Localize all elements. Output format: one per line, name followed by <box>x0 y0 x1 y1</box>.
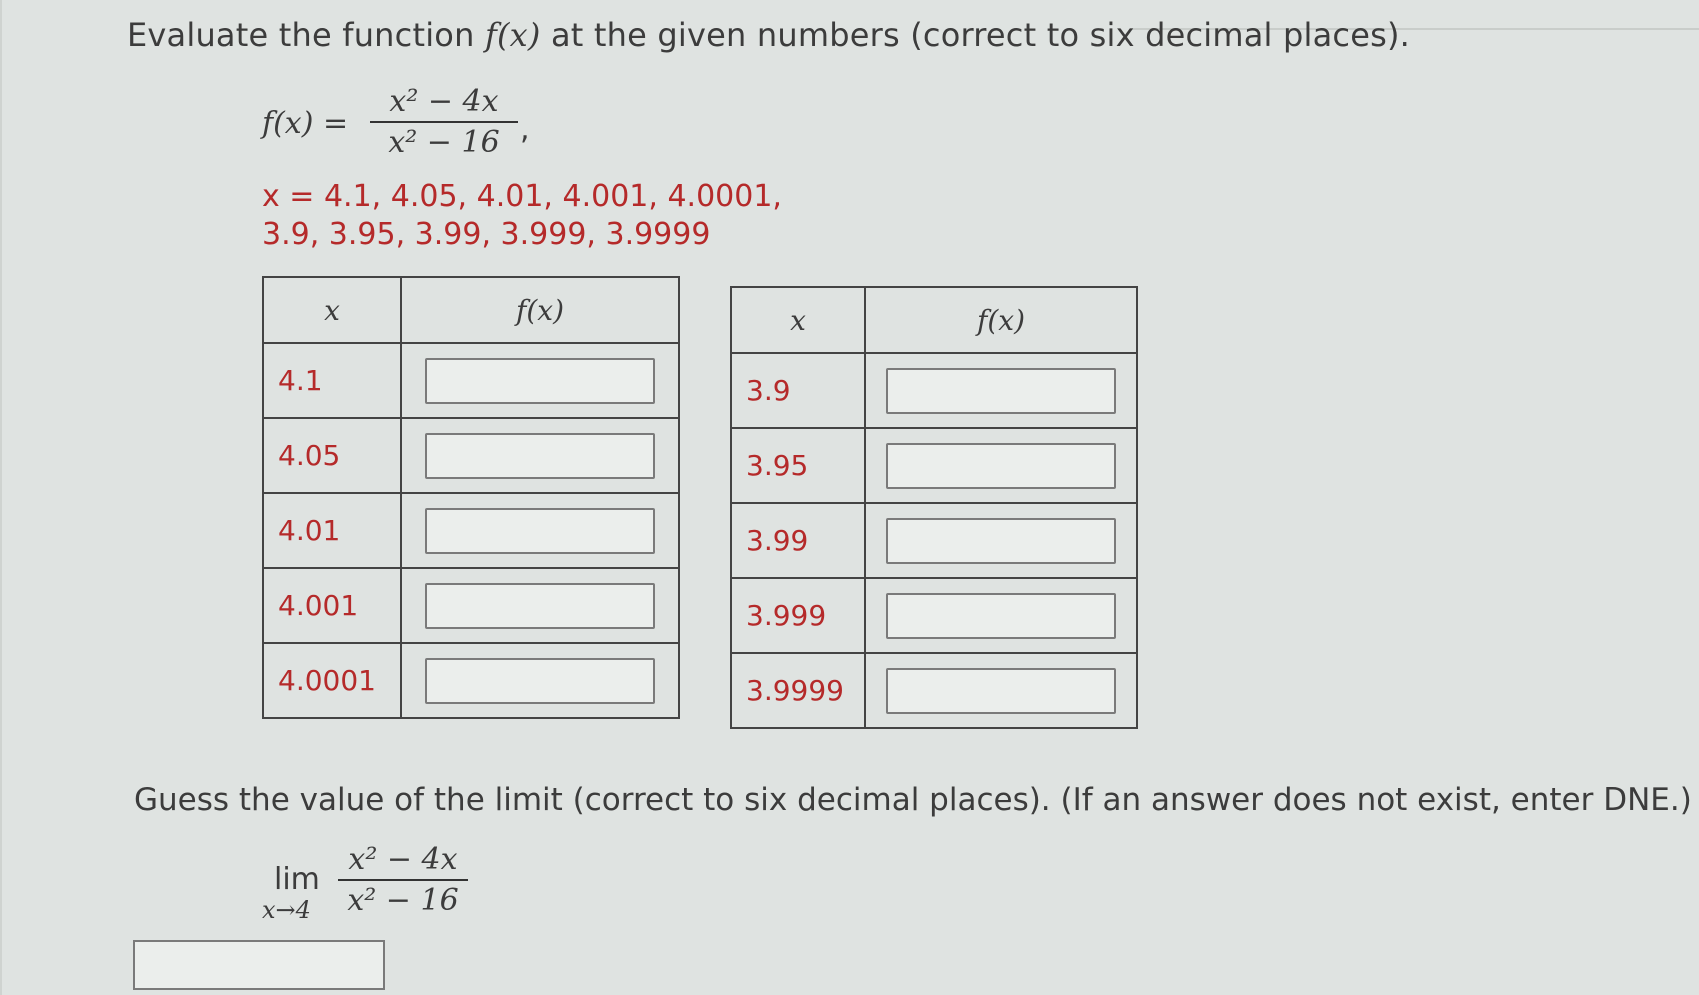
answer-cell <box>401 568 679 643</box>
x-value-cell: 3.9999 <box>731 653 865 728</box>
lim-operator: lim <box>274 862 320 897</box>
answer-input[interactable] <box>425 658 655 704</box>
function-denominator: x² − 16 <box>388 125 500 160</box>
function-comma: , <box>520 112 530 147</box>
answer-cell <box>865 653 1137 728</box>
table-row <box>263 493 679 568</box>
answer-input[interactable] <box>886 368 1116 414</box>
function-numerator: x² − 4x <box>370 84 518 123</box>
left-divider <box>0 0 2 995</box>
answer-cell <box>401 643 679 718</box>
answer-cell <box>865 428 1137 503</box>
answer-input[interactable] <box>425 508 655 554</box>
header-fx: f(x) <box>865 287 1137 353</box>
answer-cell <box>401 343 679 418</box>
values-table-above-4 <box>262 276 680 719</box>
table-row <box>731 503 1137 578</box>
question-prompt: Evaluate the function f(x) at the given numbers (correct to six decimal places). <box>127 16 1411 54</box>
header-x: x <box>263 277 401 343</box>
answer-cell <box>865 503 1137 578</box>
limit-fraction <box>338 842 468 918</box>
function-name: f(x) <box>484 16 541 54</box>
table-row <box>263 643 679 718</box>
answer-input[interactable] <box>425 433 655 479</box>
table-row <box>263 568 679 643</box>
answer-input[interactable] <box>886 593 1116 639</box>
answer-input[interactable] <box>886 668 1116 714</box>
lim-subscript: x→4 <box>262 896 311 924</box>
limit-numerator: x² − 4x <box>338 842 468 881</box>
x-value-cell: 3.95 <box>731 428 865 503</box>
table-row <box>731 428 1137 503</box>
table-row <box>731 353 1137 428</box>
answer-cell <box>865 353 1137 428</box>
limit-answer-input[interactable] <box>133 940 385 990</box>
x-value-cell: 3.999 <box>731 578 865 653</box>
header-fx: f(x) <box>401 277 679 343</box>
limit-denominator: x² − 16 <box>347 883 459 918</box>
x-values-line-1: x = 4.1, 4.05, 4.01, 4.001, 4.0001, <box>262 179 782 214</box>
x-value-cell: 4.1 <box>263 343 401 418</box>
given-x-values <box>262 178 782 254</box>
x-value-cell: 4.001 <box>263 568 401 643</box>
answer-cell <box>865 578 1137 653</box>
x-value-cell: 3.9 <box>731 353 865 428</box>
x-value-cell: 4.0001 <box>263 643 401 718</box>
table-row <box>731 578 1137 653</box>
table-row <box>731 653 1137 728</box>
values-table-below-4 <box>730 286 1138 729</box>
answer-input[interactable] <box>425 358 655 404</box>
x-values-line-2: 3.9, 3.95, 3.99, 3.999, 3.9999 <box>262 217 711 252</box>
table-row <box>263 418 679 493</box>
answer-input[interactable] <box>886 518 1116 564</box>
table-row <box>263 343 679 418</box>
answer-input[interactable] <box>425 583 655 629</box>
function-fraction <box>370 84 518 160</box>
answer-input[interactable] <box>886 443 1116 489</box>
answer-cell <box>401 493 679 568</box>
limit-question: Guess the value of the limit (correct to six decimal places). (If an answer does not exist, enter DNE.) <box>134 782 1692 818</box>
x-value-cell: 4.01 <box>263 493 401 568</box>
header-x: x <box>731 287 865 353</box>
function-lhs: f(x) = <box>262 106 349 141</box>
x-value-cell: 3.99 <box>731 503 865 578</box>
answer-cell <box>401 418 679 493</box>
x-value-cell: 4.05 <box>263 418 401 493</box>
